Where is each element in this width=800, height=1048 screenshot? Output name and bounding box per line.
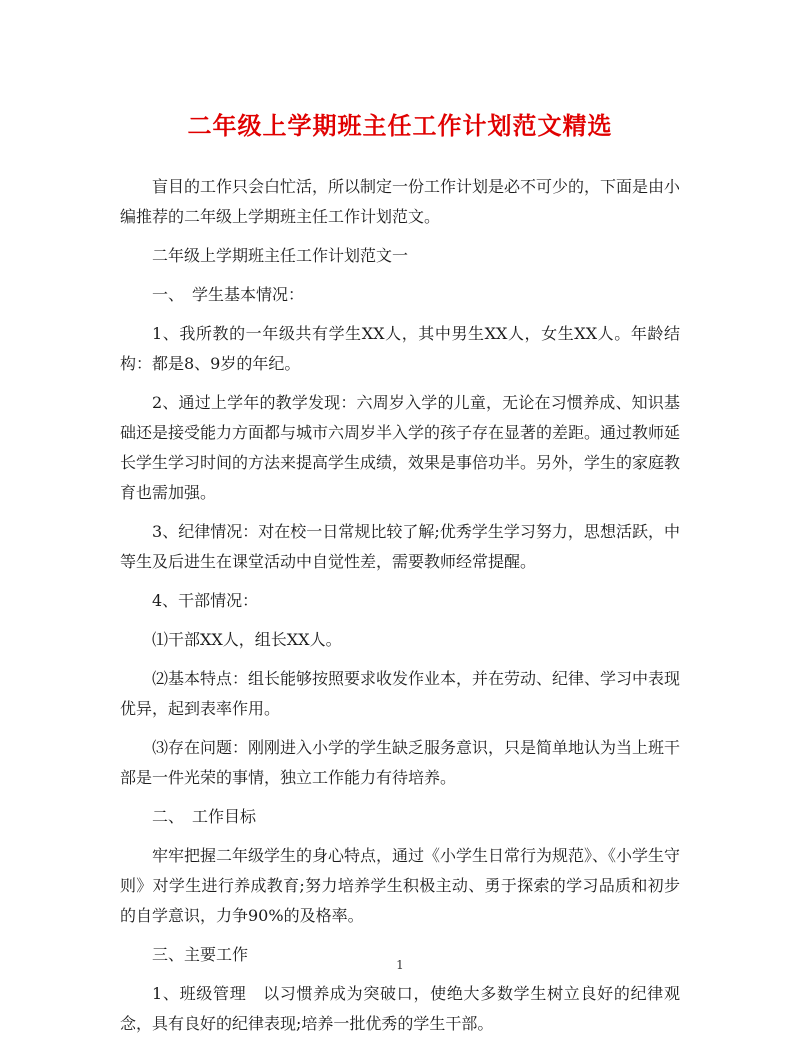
page-number: 1 [396, 958, 404, 972]
paragraph-discipline: 3、纪律情况：对在校一日常规比较了解;优秀学生学习努力，思想活跃，中等生及后进生在课堂活动中自觉性差，需要教师经常提醒。 [120, 522, 680, 571]
heading-main-work: 三、主要工作 [152, 945, 249, 964]
heading-work-goals: 二、 工作目标 [152, 807, 257, 826]
paragraph-cadre-count: ⑴干部XX人，组长XX人。 [152, 630, 342, 649]
paragraph-work-goals: 牢牢把握二年级学生的身心特点，通过《小学生日常行为规范》、《小学生守则》对学生进行养成教育;努力培养学生积极主动、勇于探索的学习品质和初步的自学意识，力争90%的及格率。 [120, 846, 681, 925]
paragraph-section-heading: 二年级上学期班主任工作计划范文一 [152, 246, 409, 265]
paragraph-intro: 盲目的工作只会白忙活，所以制定一份工作计划是必不可少的，下面是由小编推荐的二年级上学期班主任工作计划范文。 [120, 177, 681, 226]
paragraph-teaching-findings: 2、通过上学年的教学发现：六周岁入学的儿童，无论在习惯养成、知识基础还是接受能力方面都与城市六周岁半入学的孩子存在显著的差距。通过教师延长学生学习时间的方法来提高学生成绩，效果是事倍功半。另外，学生的家庭教育也需加强。 [120, 393, 681, 502]
paragraph-class-management: 1、班级管理 以习惯养成为突破口，使绝大多数学生树立良好的纪律观念，具有良好的纪律表现;培养一批优秀的学生干部。 [120, 984, 680, 1033]
heading-student-situation: 一、 学生基本情况： [152, 285, 305, 304]
paragraph-student-count: 1、我所教的一年级共有学生XX人，其中男生XX人，女生XX人。年龄结构：都是8、9岁的年纪。 [120, 324, 680, 373]
paragraph-cadre-problems: ⑶存在问题：刚刚进入小学的学生缺乏服务意识，只是简单地认为当上班干部是一件光荣的事情，独立工作能力有待培养。 [120, 738, 681, 787]
document-title: 二年级上学期班主任工作计划范文精选 [187, 111, 613, 140]
paragraph-cadre-features: ⑵基本特点：组长能够按照要求收发作业本，并在劳动、纪律、学习中表现优异，起到表率作用。 [120, 669, 681, 718]
heading-cadre-situation: 4、干部情况： [152, 591, 259, 610]
document-body [120, 172, 680, 1048]
